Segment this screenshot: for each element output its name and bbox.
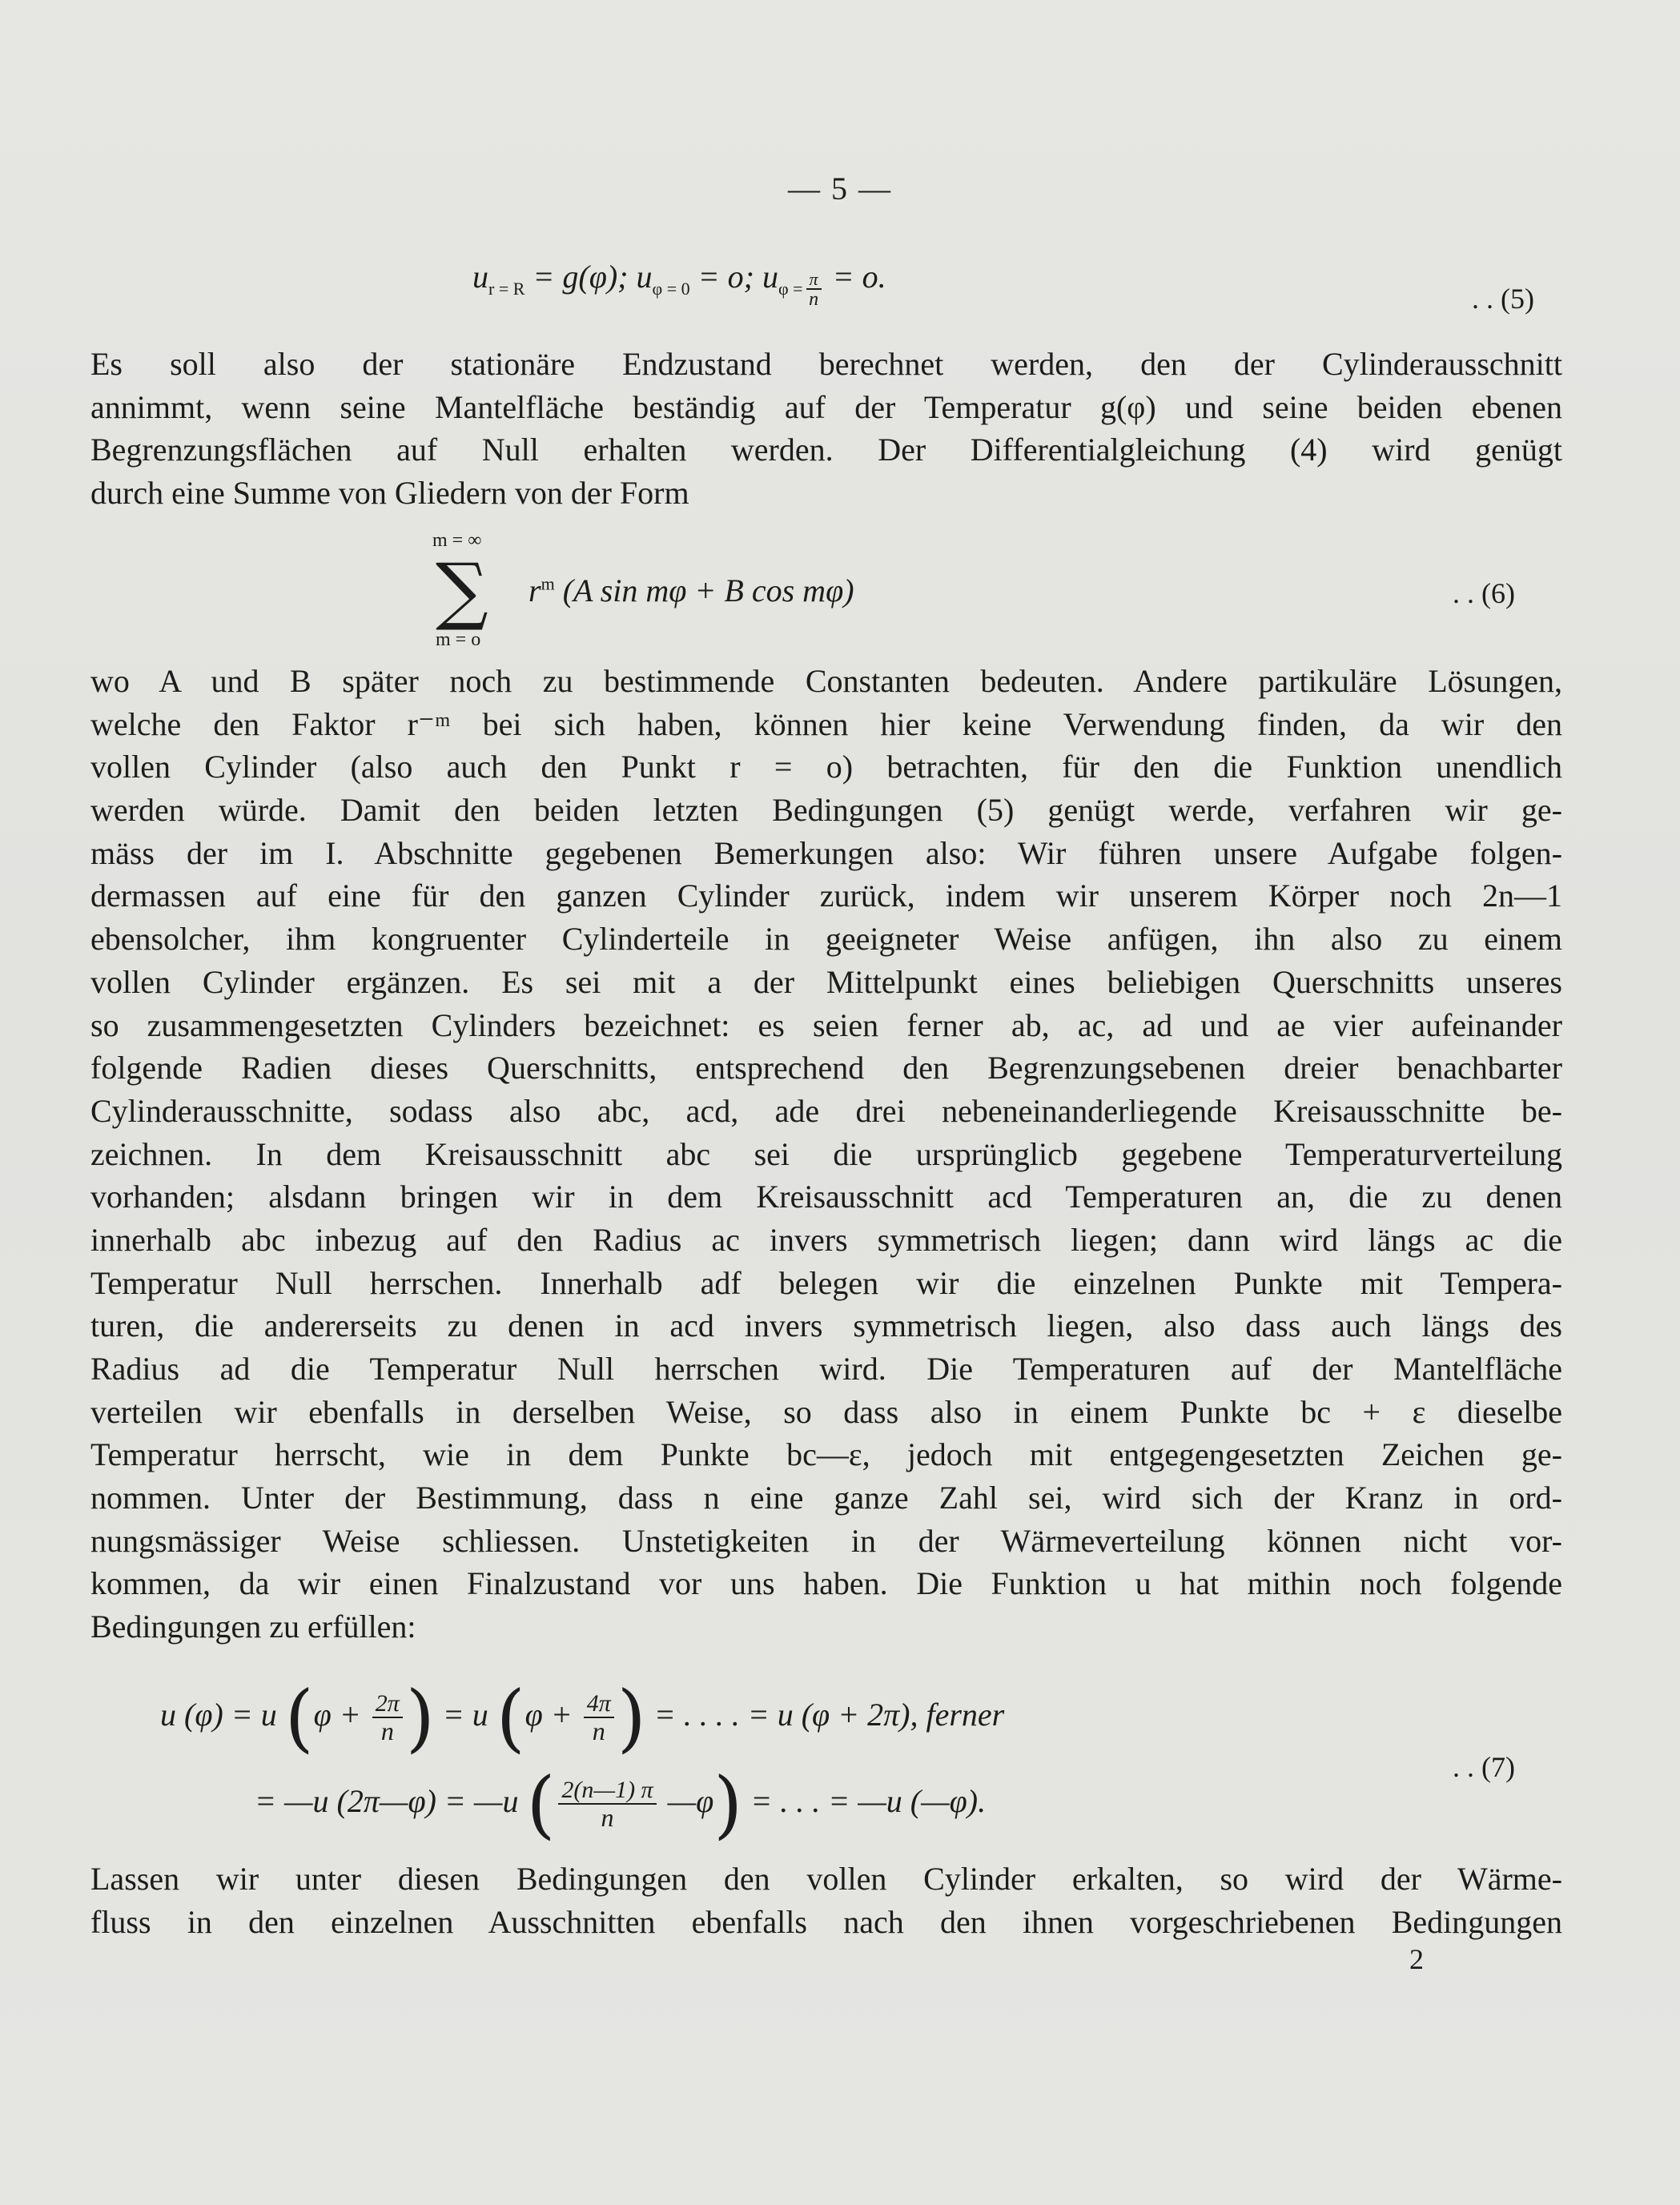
paragraph-1 xyxy=(90,343,1562,515)
paragraph-2-line: verteilen wir ebenfalls in derselben Weise, so dass also in einem Punkte bc + ε dieselbe xyxy=(90,1393,1562,1430)
equation-7-line-2 xyxy=(255,1761,987,1847)
paragraph-2-line: folgende Radien dieses Querschnitts, entsprechend den Begrenzungsebenen dreier benachbarter xyxy=(90,1050,1562,1086)
paragraph-2-line: innerhalb abc inbezug auf den Radius ac invers symmetrisch liegen; dann wird längs ac die xyxy=(90,1221,1562,1258)
paragraph-1-line: durch eine Summe von Gliedern von der Form xyxy=(90,475,689,512)
paragraph-1-line: annimmt, wenn seine Mantelfläche beständig auf der Temperatur g(φ) und seine beiden ebenen xyxy=(90,388,1562,425)
paragraph-2 xyxy=(90,660,1562,1649)
eq7-paren-close: ) xyxy=(713,1761,743,1847)
eq7-l1-c: = u xyxy=(434,1697,496,1733)
paragraph-3-line: Lassen wir unter diesen Bedingungen den vollen Cylinder erkalten, so wird der Wärme- xyxy=(90,1861,1562,1897)
eq5-sub-phi-pi: φ = xyxy=(778,279,803,299)
eq5-sub-phi0: φ = 0 xyxy=(652,279,690,299)
paragraph-2-line: Bedingungen zu erfüllen: xyxy=(90,1609,416,1645)
eq6-rest: (A sin mφ + B cos mφ) xyxy=(554,572,854,608)
eq7-frac2-den: n xyxy=(592,1716,605,1745)
paragraph-2-line: dermassen auf eine für den ganzen Cylinder zurück, indem wir unserem Körper noch 2n—1 xyxy=(90,878,1562,914)
equation-5 xyxy=(472,258,886,310)
eq7-l2-c: = . . . = —u (—φ). xyxy=(742,1783,987,1820)
paragraph-2-line: vollen Cylinder (also auch den Punkt r = o) betrachten, für den die Funktion unendlich xyxy=(90,749,1562,785)
paragraph-2-line: Temperatur herrscht, wie in dem Punkte bc—ε, jedoch mit entgegengesetzten Zeichen ge- xyxy=(90,1436,1562,1473)
page-number: — 5 — xyxy=(788,171,892,207)
paragraph-1-line: Es soll also der stationäre Endzustand berechnet werden, den der Cylinderausschnitt xyxy=(90,346,1562,382)
paragraph-2-line: zeichnen. In dem Kreisausschnitt abc sei die ursprünglicb gegebene Temperaturverteilung xyxy=(90,1135,1562,1172)
eq5-rhs2: = o; u xyxy=(689,259,778,295)
eq5-frac-num: π xyxy=(806,270,822,290)
eq7-paren-open: ( xyxy=(284,1675,314,1761)
eq7-paren-close: ) xyxy=(405,1675,435,1761)
eq7-l2-b: —φ xyxy=(659,1783,714,1820)
paragraph-2-line: nungsmässiger Weise schliessen. Unstetigkeiten in der Wärmeverteilung können nicht vor- xyxy=(90,1522,1562,1559)
eq5-rhs1: = g(φ); u xyxy=(524,259,653,295)
eq5-frac-den: n xyxy=(809,289,819,310)
eq7-fraction-2 xyxy=(584,1691,614,1745)
paragraph-2-line: nommen. Unter der Bestimmung, dass n eine ganze Zahl sei, wird sich der Kranz in ord- xyxy=(90,1480,1562,1516)
eq7-l1-a: u (φ) = u xyxy=(160,1697,285,1733)
paragraph-2-line: ebensolcher, ihm kongruenter Cylinderteile in geeigneter Weise anfügen, ihn also zu einem xyxy=(90,921,1562,958)
paragraph-3 xyxy=(90,1858,1562,1943)
eq7-paren-open: ( xyxy=(526,1761,556,1847)
equation-7-line-1 xyxy=(160,1675,1005,1761)
eq6-sup: m xyxy=(541,573,555,594)
paragraph-2-line: mäss der im I. Abschnitte gegebenen Bemerkungen also: Wir führen unsere Aufgabe folgen- xyxy=(90,834,1562,871)
eq7-paren-open: ( xyxy=(496,1675,525,1761)
eq6-upper-limit: m = ∞ xyxy=(432,530,482,551)
paragraph-2-line: Radius ad die Temperatur Null herrschen wird. Die Temperaturen auf der Mantelfläche xyxy=(90,1351,1562,1387)
paragraph-2-line: wo A und B später noch zu bestimmende Constanten bedeuten. Andere partikuläre Lösungen, xyxy=(90,663,1562,699)
equation-7-label: . . (7) xyxy=(1453,1751,1515,1783)
eq7-paren-close: ) xyxy=(617,1675,646,1761)
eq7-l1-d: φ + xyxy=(524,1697,581,1733)
eq6-lower-limit: m = o xyxy=(436,629,481,650)
paragraph-2-line: turen, die andererseits zu denen in acd invers symmetrisch liegen, also dass auch längs des xyxy=(90,1307,1562,1344)
eq7-frac3-num: 2(n—1) π xyxy=(558,1777,656,1805)
eq5-u: u xyxy=(472,259,488,295)
eq7-l1-b: φ + xyxy=(313,1697,369,1733)
signature-mark: 2 xyxy=(1409,1943,1424,1975)
eq7-frac2-num: 4π xyxy=(584,1691,614,1718)
paragraph-2-line: Cylinderausschnitte, sodass also abc, acd, ade drei nebeneinanderliegende Kreisausschnitte be- xyxy=(90,1092,1562,1129)
eq7-frac1-den: n xyxy=(380,1716,394,1745)
eq7-frac1-num: 2π xyxy=(372,1691,403,1718)
equation-5-label: . . (5) xyxy=(1472,283,1534,315)
paragraph-2-line: so zusammengesetzten Cylinders bezeichnet: es seien ferner ab, ac, ad und ae vier aufeinander xyxy=(90,1006,1562,1043)
paragraph-2-line: vorhanden; alsdann bringen wir in dem Kreisausschnitt acd Temperaturen an, die zu denen xyxy=(90,1179,1562,1215)
eq5-fraction xyxy=(806,270,822,310)
eq5-sub-r: r = R xyxy=(488,279,525,299)
eq7-l2-a: = —u (2π—φ) = —u xyxy=(255,1783,527,1820)
equation-6-label: . . (6) xyxy=(1453,577,1515,609)
paragraph-2-line: werden würde. Damit den beiden letzten Bedingungen (5) genügt werde, verfahren wir ge- xyxy=(90,792,1562,829)
eq7-frac3-den: n xyxy=(601,1802,614,1832)
eq5-rhs3: = o. xyxy=(824,259,886,295)
paragraph-2-line: kommen, da wir einen Finalzustand vor uns haben. Die Funktion u hat mithin noch folgende xyxy=(90,1565,1562,1602)
paragraph-2-line: Temperatur Null herrschen. Innerhalb adf belegen wir die einzelnen Punkte mit Tempera- xyxy=(90,1264,1562,1301)
paragraph-2-line: welche den Faktor r⁻ᵐ bei sich haben, können hier keine Verwendung finden, da wir den xyxy=(90,705,1562,742)
equation-6 xyxy=(529,572,854,609)
eq7-fraction-1 xyxy=(372,1691,403,1745)
eq6-sigma: ∑ xyxy=(436,548,488,633)
paragraph-2-line: vollen Cylinder ergänzen. Es sei mit a der Mittelpunkt eines beliebigen Querschnitts unseres xyxy=(90,963,1562,1000)
eq7-fraction-3 xyxy=(558,1777,656,1831)
paragraph-3-line: fluss in den einzelnen Ausschnitten ebenfalls nach den ihnen vorgeschriebenen Bedingungen xyxy=(90,1903,1562,1940)
eq6-r: r xyxy=(529,572,541,608)
eq7-l1-e: = . . . . = u (φ + 2π), ferner xyxy=(645,1697,1005,1733)
paragraph-1-line: Begrenzungsflächen auf Null erhalten werden. Der Differentialgleichung (4) wird genügt xyxy=(90,432,1562,468)
